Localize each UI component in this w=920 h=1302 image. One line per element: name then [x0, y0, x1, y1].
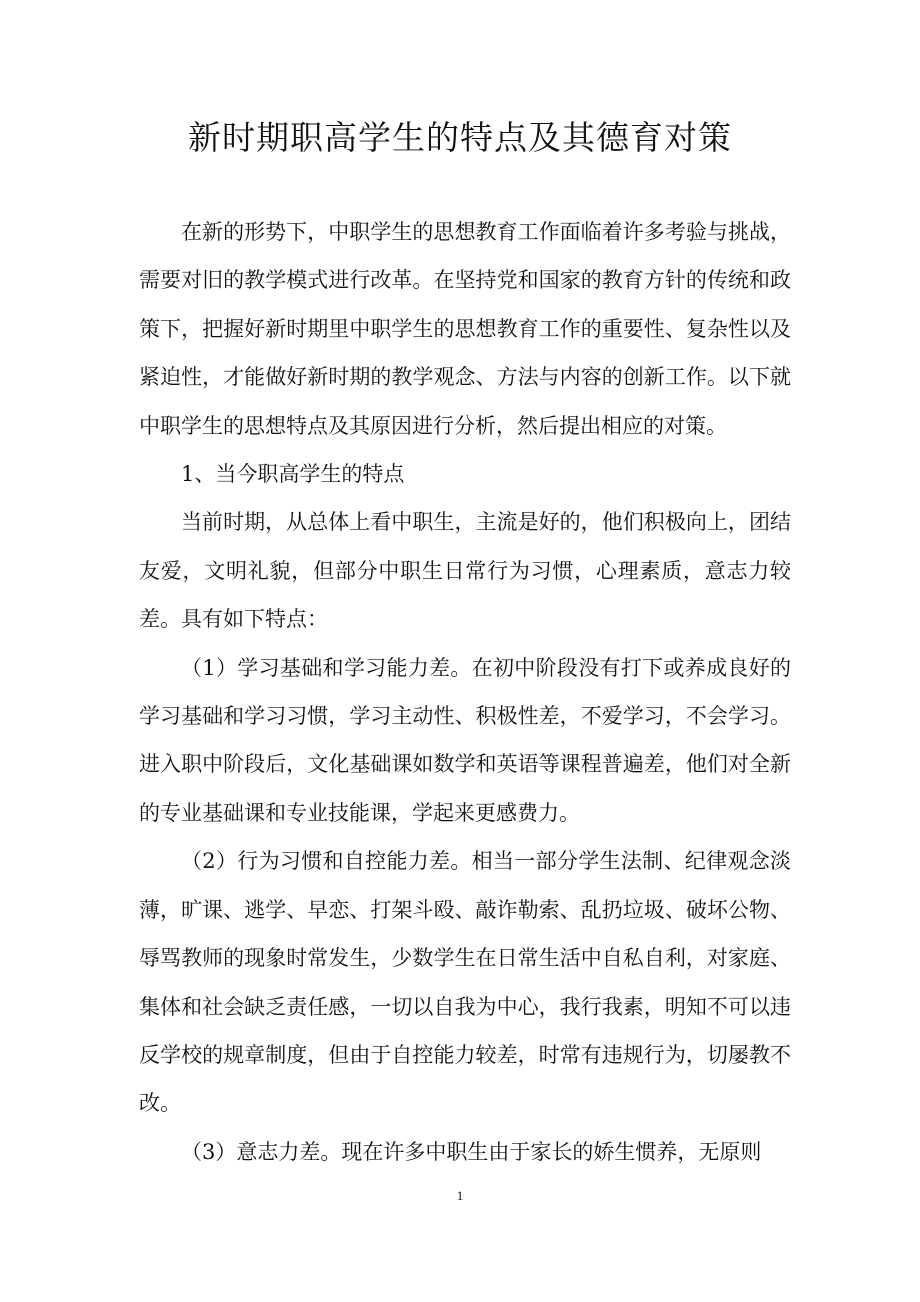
- document-body: [139, 208, 791, 1176]
- paragraph-intro: 在新的形势下，中职学生的思想教育工作面临着许多考验与挑战，需要对旧的教学模式进行改革。在坚持党和国家的教育方针的传统和政策下，把握好新时期里中职学生的思想教育工作的重要性、复杂性以及紧迫性，才能做好新时期的教学观念、方法与内容的创新工作。以下就中职学生的思想特点及其原因进行分析，然后提出相应的对策。: [139, 220, 791, 438]
- page-number: 1: [456, 1188, 464, 1203]
- paragraph-point-1: （1）学习基础和学习能力差。在初中阶段没有打下或养成良好的学习基础和学习习惯，学习主动性、积极性差，不爱学习，不会学习。进入职中阶段后，文化基础课如数学和英语等课程普遍差，他们对全新的专业基础课和专业技能课，学起来更感费力。: [139, 655, 791, 825]
- paragraph-point-2: （2）行为习惯和自控能力差。相当一部分学生法制、纪律观念淡薄，旷课、逃学、早恋、打架斗殴、敲诈勒索、乱扔垃圾、破坏公物、辱骂教师的现象时常发生，少数学生在日常生活中自私自利，对家庭、集体和社会缺乏责任感，一切以自我为中心，我行我素，明知不可以违反学校的规章制度，但由于自控能力较差，时常有违规行为，切屡教不改。: [139, 849, 791, 1116]
- paragraph-overview: 当前时期，从总体上看中职生，主流是好的，他们积极向上，团结友爱，文明礼貌，但部分中职生日常行为习惯，心理素质，意志力较差。具有如下特点：: [139, 510, 791, 632]
- document-title: 新时期职高学生的特点及其德育对策: [188, 118, 732, 157]
- paragraph-point-3: （3）意志力差。现在许多中职生由于家长的娇生惯养，无原则: [181, 1139, 762, 1164]
- section-heading-1: 1、当今职高学生的特点: [181, 462, 405, 487]
